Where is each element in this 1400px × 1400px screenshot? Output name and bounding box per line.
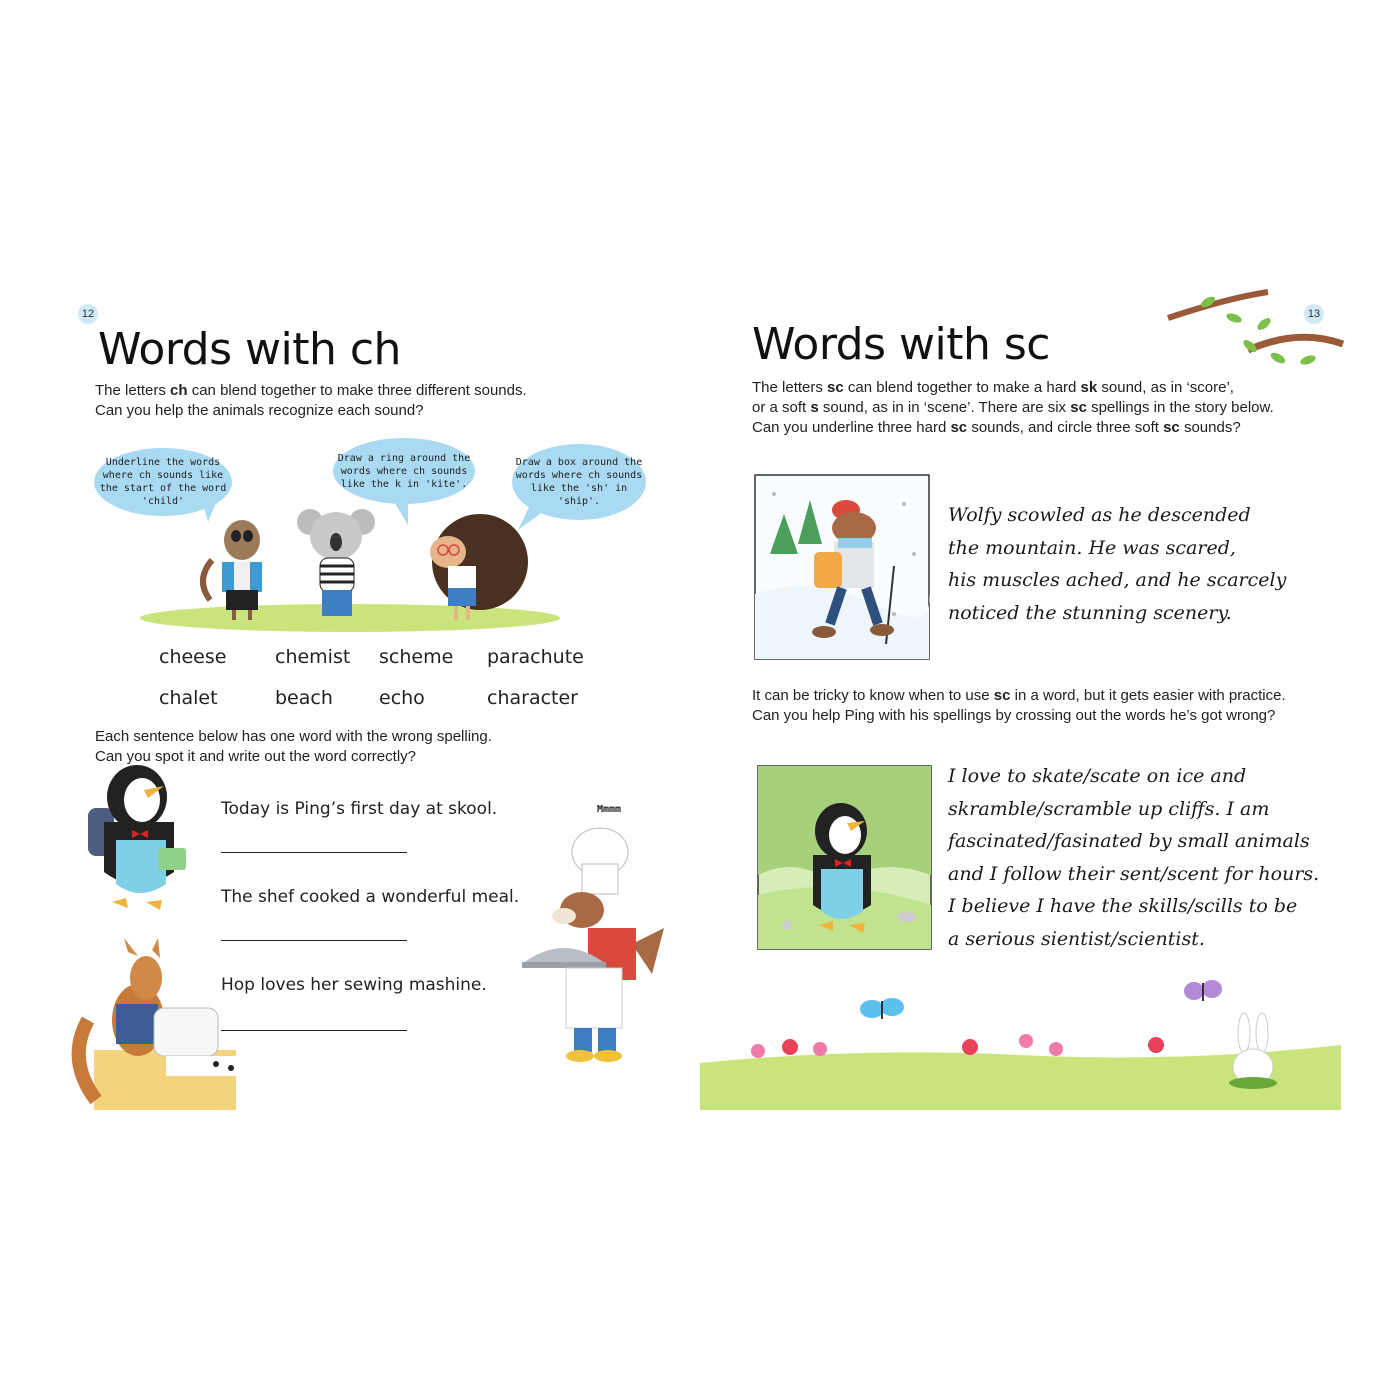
kangaroo-sewing-icon bbox=[66, 940, 256, 1110]
word-character: character bbox=[487, 687, 578, 709]
tree-branch-icon bbox=[1168, 288, 1343, 388]
intro-left: The letters ch can blend together to make three different sounds. Can you help the animals recognize each sound? bbox=[95, 382, 527, 419]
ping-penguin-illustration bbox=[757, 765, 932, 950]
instructions-left: Each sentence below has one word with the wrong spelling. Can you spot it and write out the word correctly? bbox=[95, 728, 492, 765]
page-number-right: 13 bbox=[1304, 304, 1324, 324]
page-title-right: Words with sc bbox=[752, 319, 1050, 370]
speech-bubble-underline: Underline the words where ch sounds like the start of the word 'child' bbox=[94, 448, 232, 516]
koala-icon bbox=[297, 509, 375, 616]
word-chemist: chemist bbox=[275, 646, 351, 668]
butterfly-blue-icon bbox=[860, 998, 904, 1019]
penguin-icon bbox=[82, 752, 192, 922]
wolfy-hiking-illustration bbox=[754, 474, 930, 660]
page-number-left: 12 bbox=[78, 304, 98, 324]
wolfy-story: Wolfy scowled as he descended the mountain. He was scared, his muscles ached, and he scarcely noticed the stunning scenery. bbox=[948, 504, 1287, 624]
hedgehog-icon bbox=[430, 514, 528, 620]
word-chalet: chalet bbox=[159, 687, 218, 709]
answer-line-1[interactable] bbox=[221, 852, 407, 853]
chef-fox-icon bbox=[522, 824, 682, 1069]
meadow-illustration bbox=[700, 975, 1341, 1110]
butterfly-purple-icon bbox=[1184, 980, 1222, 1001]
word-scheme: scheme bbox=[379, 646, 454, 668]
word-echo: echo bbox=[379, 687, 425, 709]
sentence-1: Today is Ping’s first day at skool. bbox=[221, 799, 498, 819]
speech-bubble-box: Draw a box around the words where ch sounds like the 'sh' in 'ship'. bbox=[512, 444, 646, 520]
intro-right: The letters sc can blend together to make a hard sk sound, as in ‘score’, or a soft s sound, as in in ‘scene’. There are six sc spellings in the story below. Can you underline three hard sc sounds, and circle three soft sc sounds? bbox=[752, 379, 1274, 436]
word-beach: beach bbox=[275, 687, 333, 709]
word-parachute: parachute bbox=[487, 646, 584, 668]
sentence-3: Hop loves her sewing mashine. bbox=[221, 975, 487, 995]
word-cheese: cheese bbox=[159, 646, 227, 668]
bunny-icon bbox=[1229, 1013, 1277, 1089]
sentence-2: The shef cooked a wonderful meal. bbox=[221, 887, 520, 907]
page-title-left: Words with ch bbox=[98, 324, 401, 375]
animals-illustration bbox=[140, 500, 560, 635]
meerkat-icon bbox=[203, 520, 262, 620]
speech-bubble-ring: Draw a ring around the words where ch sounds like the k in 'kite'. bbox=[333, 438, 475, 504]
chef-sound: Mmmm bbox=[597, 804, 622, 815]
instructions-right: It can be tricky to know when to use sc in a word, but it gets easier with practice. Can you help Ping with his spellings by crossing out the words he’s got wrong? bbox=[752, 687, 1286, 724]
ping-spelling-text: I love to skate/scate on ice and skramble/scramble up cliffs. I am fascinated/fasinated by small animals and I follow their sent/scent for hours. I believe I have the skills/scills to be a serious sientist/scientist. bbox=[948, 765, 1320, 950]
